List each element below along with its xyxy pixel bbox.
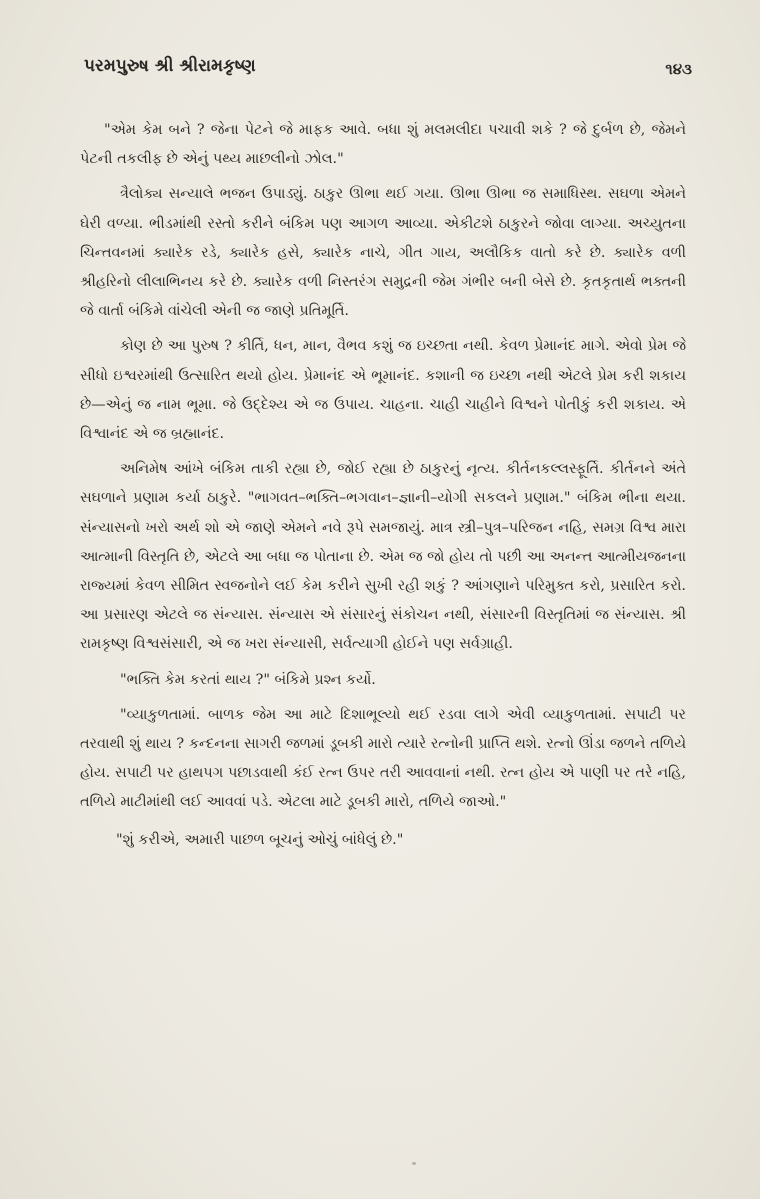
body-text (80, 116, 686, 861)
paper-speck (412, 1162, 416, 1165)
paragraph-dialogue-1: "એમ કેમ બને ? જેના પેટને જે માફક આવે. બધા શું મલમલીદા પચાવી શકે ? જે દુર્બળ છે, જેમને પેટની તકલીફ છે એનું પથ્ય માછલીનો ઝોલ." (80, 122, 686, 168)
paragraph-sannyas: અનિમેષ આંખે બંકિમ તાકી રહ્યા છે, જોઈ રહ્યા છે ઠાકુરનું નૃત્ય. કીર્તનકલ્લસ્ફૂર્તિ. કીર્તનને અંતે સઘળાને પ્રણામ કર્યા ઠાકુરે. "ભાગવત–ભક્તિ–ભગવાન–જ્ઞાની–યોગી સકલને પ્રણામ." બંકિમ ભીના થયા. સંન્યાસનો ખરો અર્થ શો એ જાણે એમને નવે રૂપે સમજાયું. માત્ર સ્ત્રી–પુત્ર–પરિજન નહિ, સમગ્ર વિશ્વ મારા આત્માની વિસ્તૃતિ છે, એટલે આ બધા જ પોતાના છે. એમ જ જો હોય તો પછી આ અનન્ત આત્મીયજનના રાજ્યમાં કેવળ સીમિત સ્વજનોને લઈ કેમ કરીને સુખી રહી શકું ? આંગણાને પરિમુક્ત કરો, પ્રસારિત કરો. આ પ્રસારણ એટલે જ સંન્યાસ. સંન્યાસ એ સંસારનું સંકોચન નથી, સંસારની વિસ્તૃતિમાં જ સંન્યાસ. શ્રી રામકૃષ્ણ વિશ્વસંસારી, એ જ ખરા સંન્યાસી, સર્વત્યાગી હોઈને પણ સર્વગ્રાહી. (80, 461, 686, 653)
paragraph-bhajan: ત્રૈલોક્ય સન્યાલે ભજન ઉપાડ્યું. ઠાકુર ઊભા થઈ ગયા. ઊભા ઊભા જ સમાધિસ્થ. સઘળા એમને ઘેરી વળ્યા. ભીડમાંથી રસ્તો કરીને બંકિમ પણ આગળ આવ્યા. એકીટશે ઠાકુરને જોવા લાગ્યા. અચ્યુતના ચિન્તવનમાં ક્યારેક રડે, ક્યારેક હસે, ક્યારેક નાચે, ગીત ગાય, અલૌકિક વાતો કરે છે. ક્યારેક વળી શ્રીહરિનો લીલાભિનય કરે છે. ક્યારેક વળી નિસ્તરંગ સમુદ્રની જેમ ગંભીર બની બેસે છે. કૃતકૃતાર્થ ભક્તની જે વાર્તા બંકિમે વાંચેલી એની જ જાણે પ્રતિમૂર્તિ. (80, 186, 686, 320)
running-title: પરમપુરુષ શ્રી શ્રીરામકૃષ્ણ (84, 56, 256, 76)
page-header (84, 56, 692, 86)
paragraph-reply: "શું કરીએ, અમારી પાછળ બૂચનું ઓચું બાંધેલું છે." (116, 831, 404, 848)
page-number: ૧૪૩ (665, 60, 692, 78)
paragraph-question: "ભક્તિ કેમ કરતાં થાય ?" બંકિમે પ્રશ્ન કર્યો. (120, 671, 376, 688)
paragraph-premanand: કોણ છે આ પુરુષ ? કીર્તિ, ધન, માન, વૈભવ કશું જ ઇચ્છતા નથી. કેવળ પ્રેમાનંદ માગે. એવો પ્રેમ જે સીધો ઇશ્વરમાંથી ઉત્સારિત થયો હોય. પ્રેમાનંદ એ ભૂમાનંદ. કશાની જ ઇચ્છા નથી એટલે પ્રેમ કરી શકાય છે—એનું જ નામ ભૂમા. જે ઉદ્દેશ્ય એ જ ઉપાય. ચાહના. ચાહી ચાહીને વિશ્વને પોતીકું કરી શકાય. એ વિશ્વાનંદ એ જ બ્રહ્માનંદ. (80, 338, 686, 443)
paragraph-answer: "વ્યાકુળતામાં. બાળક જેમ આ માટે દિશાભૂલ્યો થઈ રડવા લાગે એવી વ્યાકુળતામાં. સપાટી પર તરવાથી શું થાય ? કન્દનના સાગરી જળમાં ડૂબકી મારો ત્યારે રત્નોની પ્રાપ્તિ થશે. રત્નો ઊંડા જળને તળિયે હોય. સપાટી પર હાથપગ પછાડવાથી કંઈ રત્ન ઉપર તરી આવવાનાં નથી. રત્ન હોય એ પાણી પર તરે નહિ, તળિયે માટીમાંથી લઈ આવવાં પડે. એટલા માટે ડૂબકી મારો, તળિયે જાઓ." (80, 706, 686, 811)
